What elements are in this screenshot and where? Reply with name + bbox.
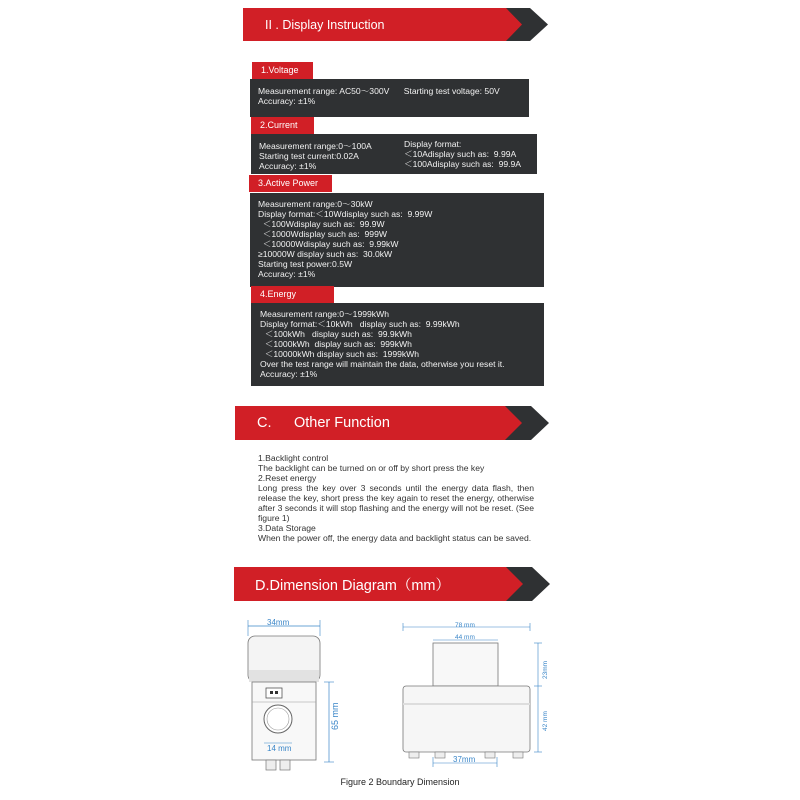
energy-box [251, 303, 544, 386]
other-para-4: 3.Data Storage [258, 523, 316, 533]
other-para-1: The backlight can be turned on or off by short press the key [258, 463, 485, 473]
banner-arrow-icon [485, 406, 549, 440]
upper-23mm-label: 23mm [542, 660, 549, 679]
voltage-line-2: Accuracy: ±1% [258, 96, 316, 106]
power-line-2: ＜100Wdisplay such as: 99.9W [258, 219, 385, 229]
lower-42mm-label: 42 mm [542, 711, 549, 731]
energy-line-6: Accuracy: ±1% [260, 369, 318, 379]
power-line-4: ＜10000Wdisplay such as: 9.99kW [258, 239, 399, 249]
other-function-title: Other Function [294, 415, 390, 431]
energy-line-0: Measurement range:0～1999kWh [260, 309, 389, 319]
banner-arrow-icon [488, 8, 548, 41]
other-function-letter: C. [257, 415, 272, 431]
other-para-3: Long press the key over 3 seconds until the energy data flash, then release the key, short press the key again to reset the energy, otherwise after 3 seconds it will stop flashing and the energy will not be reset. (See figure 1) [258, 483, 534, 523]
other-para-2: 2.Reset energy [258, 473, 317, 483]
other-function-text [258, 453, 534, 543]
current-right-0: Display format: [404, 139, 462, 149]
current-right-2: ＜100Adisplay such as: 99.9A [404, 159, 522, 169]
other-function-banner [235, 406, 549, 440]
current-right-1: ＜10Adisplay such as: 9.99A [404, 149, 517, 159]
current-left-0: Measurement range:0～100A [259, 141, 372, 151]
hole-14mm-label: 14 mm [267, 744, 292, 753]
energy-tag: 4.Energy [251, 286, 334, 303]
voltage-tag: 1.Voltage [252, 62, 313, 79]
power-line-1: Display format:＜10Wdisplay such as: 9.99W [258, 209, 433, 219]
power-line-3: ＜1000Wdisplay such as: 999W [258, 229, 387, 239]
total-78mm-label: 78 mm [455, 622, 475, 629]
power-line-0: Measurement range:0～30kW [258, 199, 373, 209]
active-power-tag: 3.Active Power [249, 175, 332, 192]
power-line-6: Starting test power:0.5W [258, 259, 353, 269]
energy-line-3: ＜1000kWh display such as: 999kWh [260, 339, 412, 349]
dimension-title: D.Dimension Diagram（mm） [255, 577, 450, 594]
display-instruction-title: II . Display Instruction [265, 17, 385, 32]
current-tag: 2.Current [251, 117, 314, 134]
other-para-5: When the power off, the energy data and backlight status can be saved. [258, 533, 532, 543]
power-line-5: ≥10000W display such as: 30.0kW [258, 249, 393, 259]
banner-arrow-icon [486, 567, 550, 601]
bottom-37mm-label: 37mm [453, 755, 476, 764]
display-instruction-banner [243, 8, 548, 41]
energy-line-4: ＜10000kWh display such as: 1999kWh [260, 349, 420, 359]
current-box [251, 134, 537, 174]
energy-line-5: Over the test range will maintain the data, otherwise you reset it. [260, 359, 505, 369]
energy-line-1: Display format:＜10kWh display such as: 9.99kWh [260, 319, 460, 329]
dimension-banner [234, 567, 550, 601]
current-left-1: Starting test current:0.02A [259, 151, 359, 161]
current-left-2: Accuracy: ±1% [259, 161, 317, 171]
other-para-0: 1.Backlight control [258, 453, 329, 463]
voltage-box [250, 79, 529, 117]
voltage-line-1: Measurement range: AC50～300V Starting test voltage: 50V [258, 86, 500, 96]
power-line-7: Accuracy: ±1% [258, 269, 316, 279]
front-view-diagram [230, 612, 360, 777]
energy-line-2: ＜100kWh display such as: 99.9kWh [260, 329, 412, 339]
side-view-diagram [395, 615, 555, 770]
width-34mm-label: 34mm [267, 618, 290, 627]
top-44mm-label: 44 mm [455, 634, 475, 641]
active-power-box [250, 193, 544, 287]
height-65mm-label: 65 mm [330, 702, 340, 730]
figure-caption: Figure 2 Boundary Dimension [340, 777, 460, 787]
